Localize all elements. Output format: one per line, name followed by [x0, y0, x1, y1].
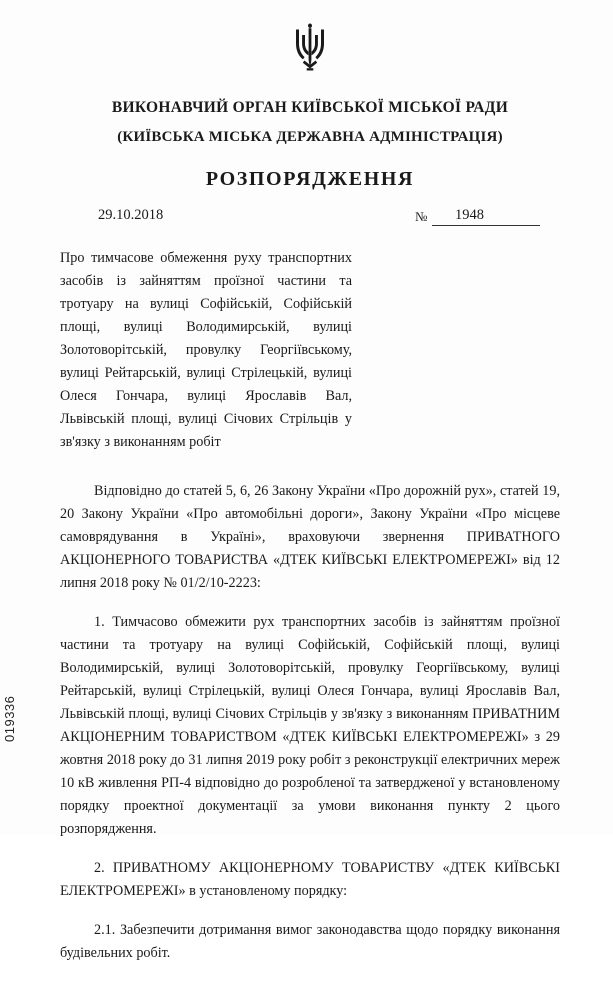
- document-type-heading: РОЗПОРЯДЖЕННЯ: [205, 168, 415, 191]
- organisation-title: ВИКОНАВЧИЙ ОРГАН КИЇВСЬКОЇ МІСЬКОЇ РАДИ: [111, 99, 509, 116]
- document-meta-row: [60, 207, 560, 233]
- document-content: [60, 0, 560, 981]
- document-body: [60, 480, 560, 965]
- body-paragraph-4: 2.1. Забезпечити дотримання вимог законодавства щодо порядку виконання будівельних робіт.: [60, 922, 560, 962]
- archive-stamp-number: 019336: [2, 695, 17, 742]
- body-paragraph-2: 1. Тимчасово обмежити рух транспортних засобів із зайняттям проїзної частини та тротуару на вулиці Софійській, Софійській площі, вулиці Володимирській, вулиці Золотоворітській, провулку Георгіївському, вулиці Рейтарській, вулиці Стрілецькій, вулиці Олеся Гончара, вулиці Ярославів Вал, Львівській площі, вулиці Січових Стрільців у зв'язку з виконанням ПРИВАТНИМ АКЦІОНЕРНИМ ТОВАРИСТВОМ «ДТЕК КИЇВСЬКІ ЕЛЕКТРОМЕРЕЖІ» з 29 жовтня 2018 року до 31 липня 2019 року робіт з реконструкції електричних мереж 10 кВ живлення РП-4 відповідно до розробленої та затвердженої у встановленому порядку проектної документації за умови виконання пункту 2 цього розпорядження.: [60, 614, 560, 838]
- document-number-value: 1948: [455, 207, 484, 224]
- document-date: 29.10.2018: [98, 207, 164, 224]
- body-paragraph-1: Відповідно до статей 5, 6, 26 Закону України «Про дорожній рух», статей 19, 20 Закону України «Про автомобільні дороги», Закону України «Про місцеве самоврядування в Україні», враховуючи звернення ПРИВАТНОГО АКЦІОНЕРНОГО ТОВАРИСТВА «ДТЕК КИЇВСЬКІ ЕЛЕКТРОМЕРЕЖІ» від 12 липня 2018 року № 01/2/10-2223:: [60, 483, 560, 592]
- document-subject: Про тимчасове обмеження руху транспортних засобів із зайняттям проїзної частини та тротуару на вулиці Софійській, Софійській площі, вулиці Володимирській, вулиці Золотоворітській, провулку Георгіївському, вулиці Рейтарській, вулиці Стрілецькій, вулиці Олеся Гончара, вулиці Ярославів Вал, Львівській площі, вулиці Січових Стрільців у зв'язку з виконанням робіт: [60, 250, 352, 451]
- document-number-underline: [432, 225, 540, 226]
- body-paragraph-3: 2. ПРИВАТНОМУ АКЦІОНЕРНОМУ ТОВАРИСТВУ «ДТЕК КИЇВСЬКІ ЕЛЕКТРОМЕРЕЖІ» в установленому порядку:: [60, 860, 560, 900]
- document-number-label: №: [415, 209, 428, 225]
- organisation-subtitle: (КИЇВСЬКА МІСЬКА ДЕРЖАВНА АДМІНІСТРАЦІЯ): [117, 129, 503, 146]
- ukraine-trident-emblem: [290, 22, 330, 74]
